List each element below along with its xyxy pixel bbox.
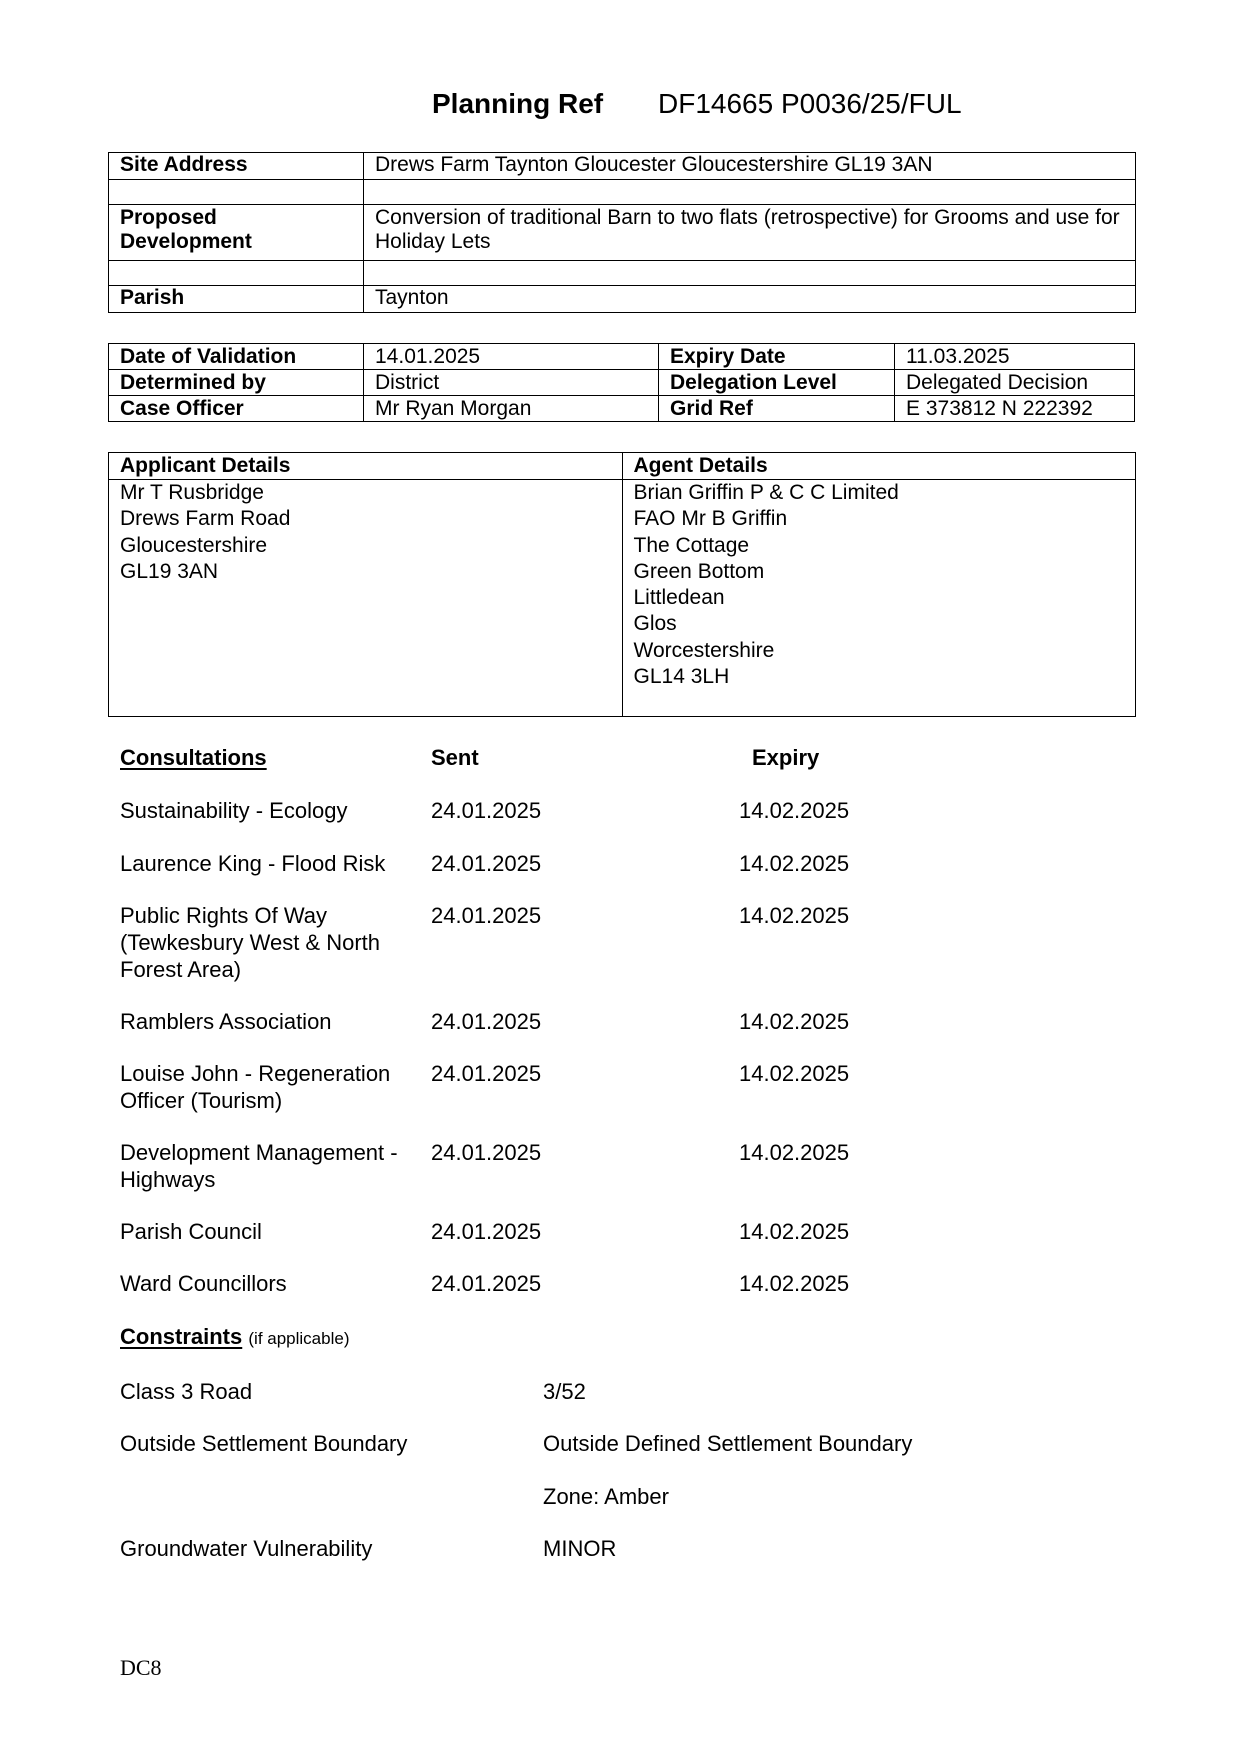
expiry-heading: Expiry (752, 745, 820, 770)
table-row-empty (109, 261, 1136, 286)
constraint-label: Groundwater Vulnerability (120, 1536, 373, 1561)
applicant-address (109, 480, 623, 717)
constraints-header (120, 1323, 349, 1352)
date-of-validation-value: 14.01.2025 (364, 344, 659, 370)
consultation-sent-date: 24.01.2025 (431, 1271, 542, 1296)
consultation-expiry-date: 14.02.2025 (739, 1140, 850, 1165)
delegation-level-label: Delegation Level (659, 370, 895, 396)
constraints-note: (if applicable) (248, 1329, 350, 1348)
site-details-table (108, 152, 1136, 313)
table-row (109, 205, 1136, 261)
site-address-value: Drews Farm Taynton Gloucester Gloucestershire GL19 3AN (364, 153, 1136, 180)
agent-line: Green Bottom (633, 559, 765, 583)
grid-ref-label: Grid Ref (659, 396, 895, 422)
consultee-name: Public Rights Of Way (Tewkesbury West & North Forest Area) (120, 903, 381, 982)
agent-details-heading: Agent Details (622, 453, 1136, 480)
planning-ref-value: DF14665 P0036/25/FUL (658, 88, 962, 119)
table-row (109, 396, 1135, 422)
consultee-name: Parish Council (120, 1219, 262, 1244)
expiry-date-label: Expiry Date (659, 344, 895, 370)
consultation-sent-date: 24.01.2025 (431, 1061, 542, 1086)
determined-by-value: District (364, 370, 659, 396)
consultation-sent-date: 24.01.2025 (431, 1219, 542, 1244)
table-row (109, 480, 1136, 717)
applicant-details-heading: Applicant Details (109, 453, 623, 480)
consultation-expiry-date: 14.02.2025 (739, 903, 850, 928)
expiry-date-value: 11.03.2025 (895, 344, 1135, 370)
agent-line: Littledean (633, 586, 725, 610)
applicant-line: Gloucestershire (120, 533, 268, 557)
applicant-line: Mr T Rusbridge (120, 481, 264, 504)
parish-label: Parish (109, 286, 364, 313)
consultation-sent-date: 24.01.2025 (431, 1009, 542, 1034)
site-address-label: Site Address (109, 153, 364, 180)
consultation-expiry-date: 14.02.2025 (739, 1219, 850, 1244)
consultee-name: Development Management - Highways (120, 1140, 398, 1192)
grid-ref-value: E 373812 N 222392 (895, 396, 1135, 422)
constraint-value: Zone: Amber (543, 1484, 669, 1509)
consultation-expiry-date: 14.02.2025 (739, 1271, 850, 1296)
agent-line: GL14 3LH (633, 665, 730, 689)
dates-table (108, 343, 1135, 422)
consultee-name: Louise John - Regeneration Officer (Tourism) (120, 1061, 391, 1113)
agent-line: FAO Mr B Griffin (633, 507, 788, 531)
determined-by-label: Determined by (109, 370, 364, 396)
agent-line: The Cottage (633, 533, 750, 557)
consultation-sent-date: 24.01.2025 (431, 798, 542, 823)
proposed-development-label: Proposed Development (109, 205, 364, 261)
constraints-heading: Constraints (120, 1324, 243, 1349)
table-row-empty (109, 180, 1136, 205)
date-of-validation-label: Date of Validation (109, 344, 364, 370)
applicant-line: Drews Farm Road (120, 507, 291, 531)
delegation-level-value: Delegated Decision (895, 370, 1135, 396)
consultation-sent-date: 24.01.2025 (431, 1140, 542, 1165)
consultation-sent-date: 24.01.2025 (431, 851, 542, 876)
constraint-label: Outside Settlement Boundary (120, 1431, 408, 1456)
consultation-expiry-date: 14.02.2025 (739, 851, 850, 876)
constraint-label: Class 3 Road (120, 1379, 253, 1404)
planning-ref-label: Planning Ref (432, 88, 604, 119)
applicant-agent-table (108, 452, 1136, 717)
consultee-name: Ward Councillors (120, 1271, 287, 1296)
case-officer-label: Case Officer (109, 396, 364, 422)
table-row (109, 153, 1136, 180)
agent-line: Brian Griffin P & C C Limited (633, 481, 899, 504)
constraint-value: MINOR (543, 1536, 617, 1561)
consultation-expiry-date: 14.02.2025 (739, 798, 850, 823)
consultee-name: Sustainability - Ecology (120, 798, 348, 823)
parish-value: Taynton (364, 286, 1136, 313)
consultee-name: Ramblers Association (120, 1009, 332, 1034)
table-row (109, 370, 1135, 396)
table-row (109, 286, 1136, 313)
proposed-development-value: Conversion of traditional Barn to two flats (retrospective) for Grooms and use for Holiday Lets (364, 205, 1136, 261)
form-code: DC8 (120, 1655, 162, 1680)
consultation-expiry-date: 14.02.2025 (739, 1061, 850, 1086)
agent-line: Worcestershire (633, 638, 775, 662)
consultation-sent-date: 24.01.2025 (431, 903, 542, 928)
agent-address (622, 480, 1136, 717)
consultee-name: Laurence King - Flood Risk (120, 851, 386, 876)
consultation-expiry-date: 14.02.2025 (739, 1009, 850, 1034)
consultations-heading: Consultations (120, 745, 267, 770)
constraint-value: 3/52 (543, 1379, 586, 1404)
applicant-line: GL19 3AN (120, 559, 219, 583)
table-row (109, 453, 1136, 480)
constraint-value: Outside Defined Settlement Boundary (543, 1431, 913, 1456)
agent-line: Glos (633, 612, 677, 636)
table-row (109, 344, 1135, 370)
sent-heading: Sent (431, 745, 479, 770)
case-officer-value: Mr Ryan Morgan (364, 396, 659, 422)
